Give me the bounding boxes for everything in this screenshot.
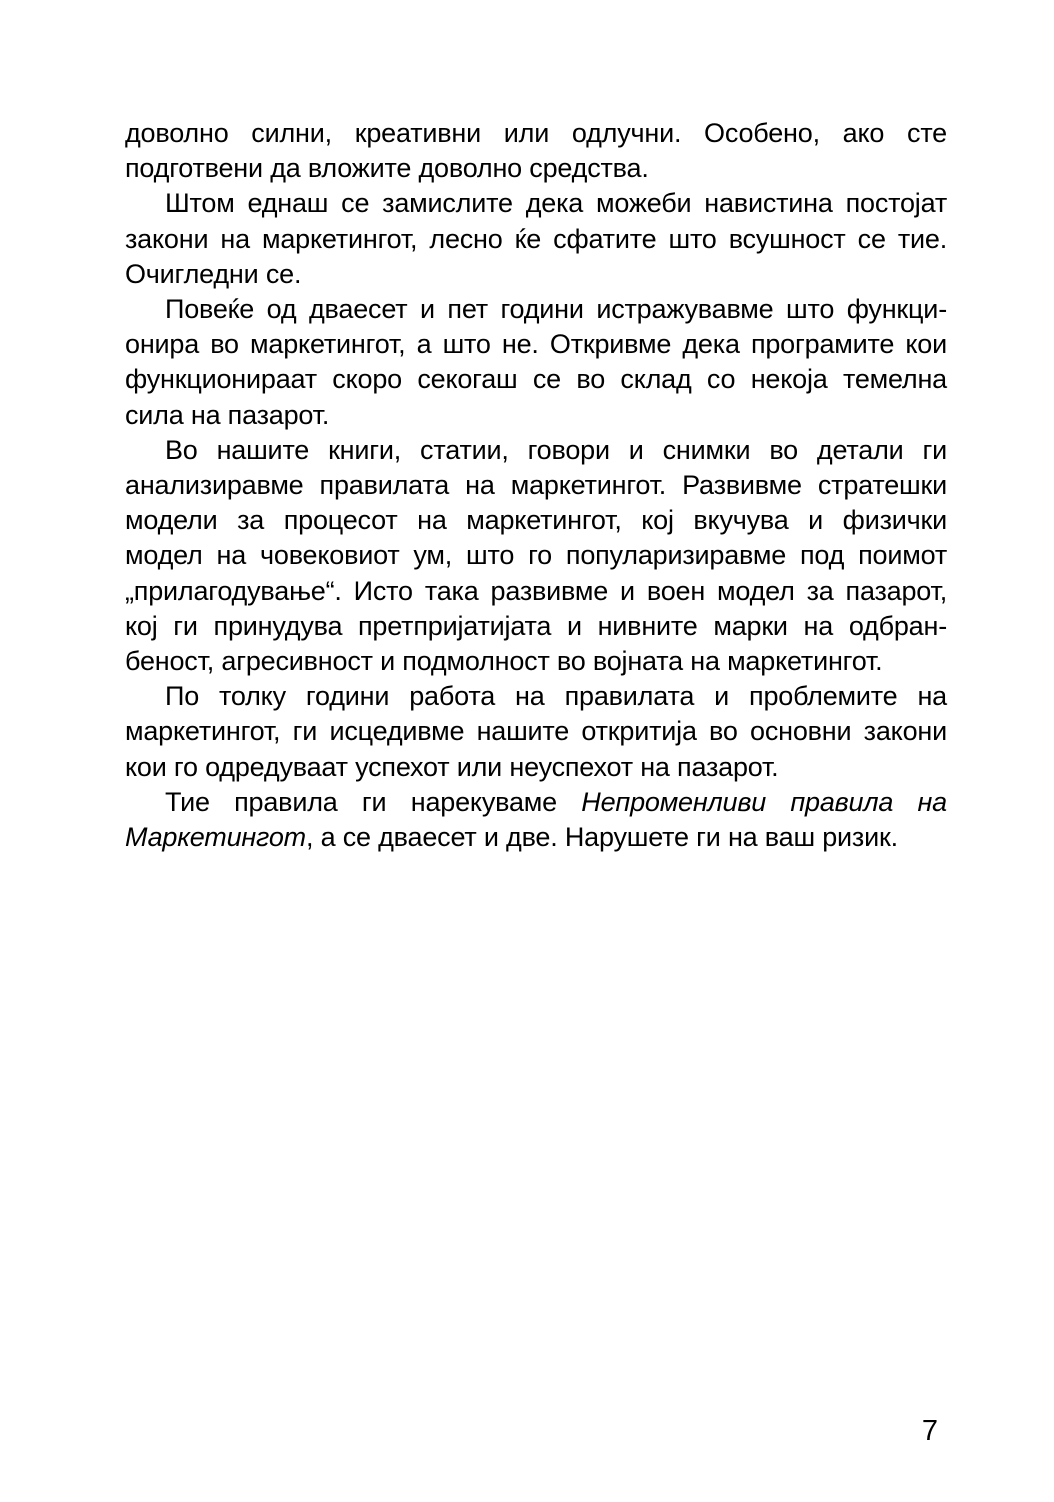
text-line: Штом еднаш се замислите дека можеби навистина постојат <box>165 188 947 219</box>
body-text <box>125 116 947 855</box>
text-line: маркетингот, ги исцедивме нашите откритија во основни закони <box>125 716 947 747</box>
text-line: закони на маркетингот, лесно ќе сфатите што всушност се тие. <box>125 223 947 254</box>
text-segment: Тие правила ги нарекуваме <box>165 786 582 817</box>
text-line: онира во маркетингот, а што не. Откривме дека програмите кои <box>125 329 947 360</box>
text-line: подготвени да вложите доволно средства. <box>125 153 649 184</box>
text-line: анализиравме правилата на маркетингот. Развивме стратешки <box>125 470 947 501</box>
text-line: Во нашите книги, статии, говори и снимки во детали ги <box>165 434 947 465</box>
text-segment: , а се дваесет и две. Нарушете ги на ваш ризик. <box>305 822 898 853</box>
text-line <box>125 820 947 855</box>
text-line: модел на човековиот ум, што го популаризиравме под поимот <box>125 540 947 571</box>
text-line: кои го одредуваат успехот или неуспехот на пазарот. <box>125 751 779 782</box>
text-line: беност, агресивност и подмолност во војната на маркетингот. <box>125 646 883 677</box>
text-line: модели за процесот на маркетингот, кој вкучува и физички <box>125 505 947 536</box>
text-line: сила на пазарот. <box>125 399 330 430</box>
text-line: „прилагодување“. Исто така развивме и воен модел за пазарот, <box>125 575 947 606</box>
text-line: кој ги принудува претпријатијата и нивните марки на одбран- <box>125 610 947 641</box>
text-line: доволно силни, креативни или одлучни. Особено, ако сте <box>125 118 947 148</box>
text-line: По толку години работа на правилата и проблемите на <box>165 681 947 712</box>
text-line: Очигледни се. <box>125 258 302 289</box>
text-line: функционираат скоро секогаш се во склад со некоја темелна <box>125 364 947 395</box>
page-number: 7 <box>921 1415 939 1447</box>
text-line <box>125 785 947 820</box>
text-segment-italic: Маркетингот <box>125 822 306 853</box>
text-line: Повеќе од дваесет и пет години истражувавме што функци- <box>165 294 947 325</box>
text-segment-italic: Непроменливи правила на <box>581 786 947 817</box>
